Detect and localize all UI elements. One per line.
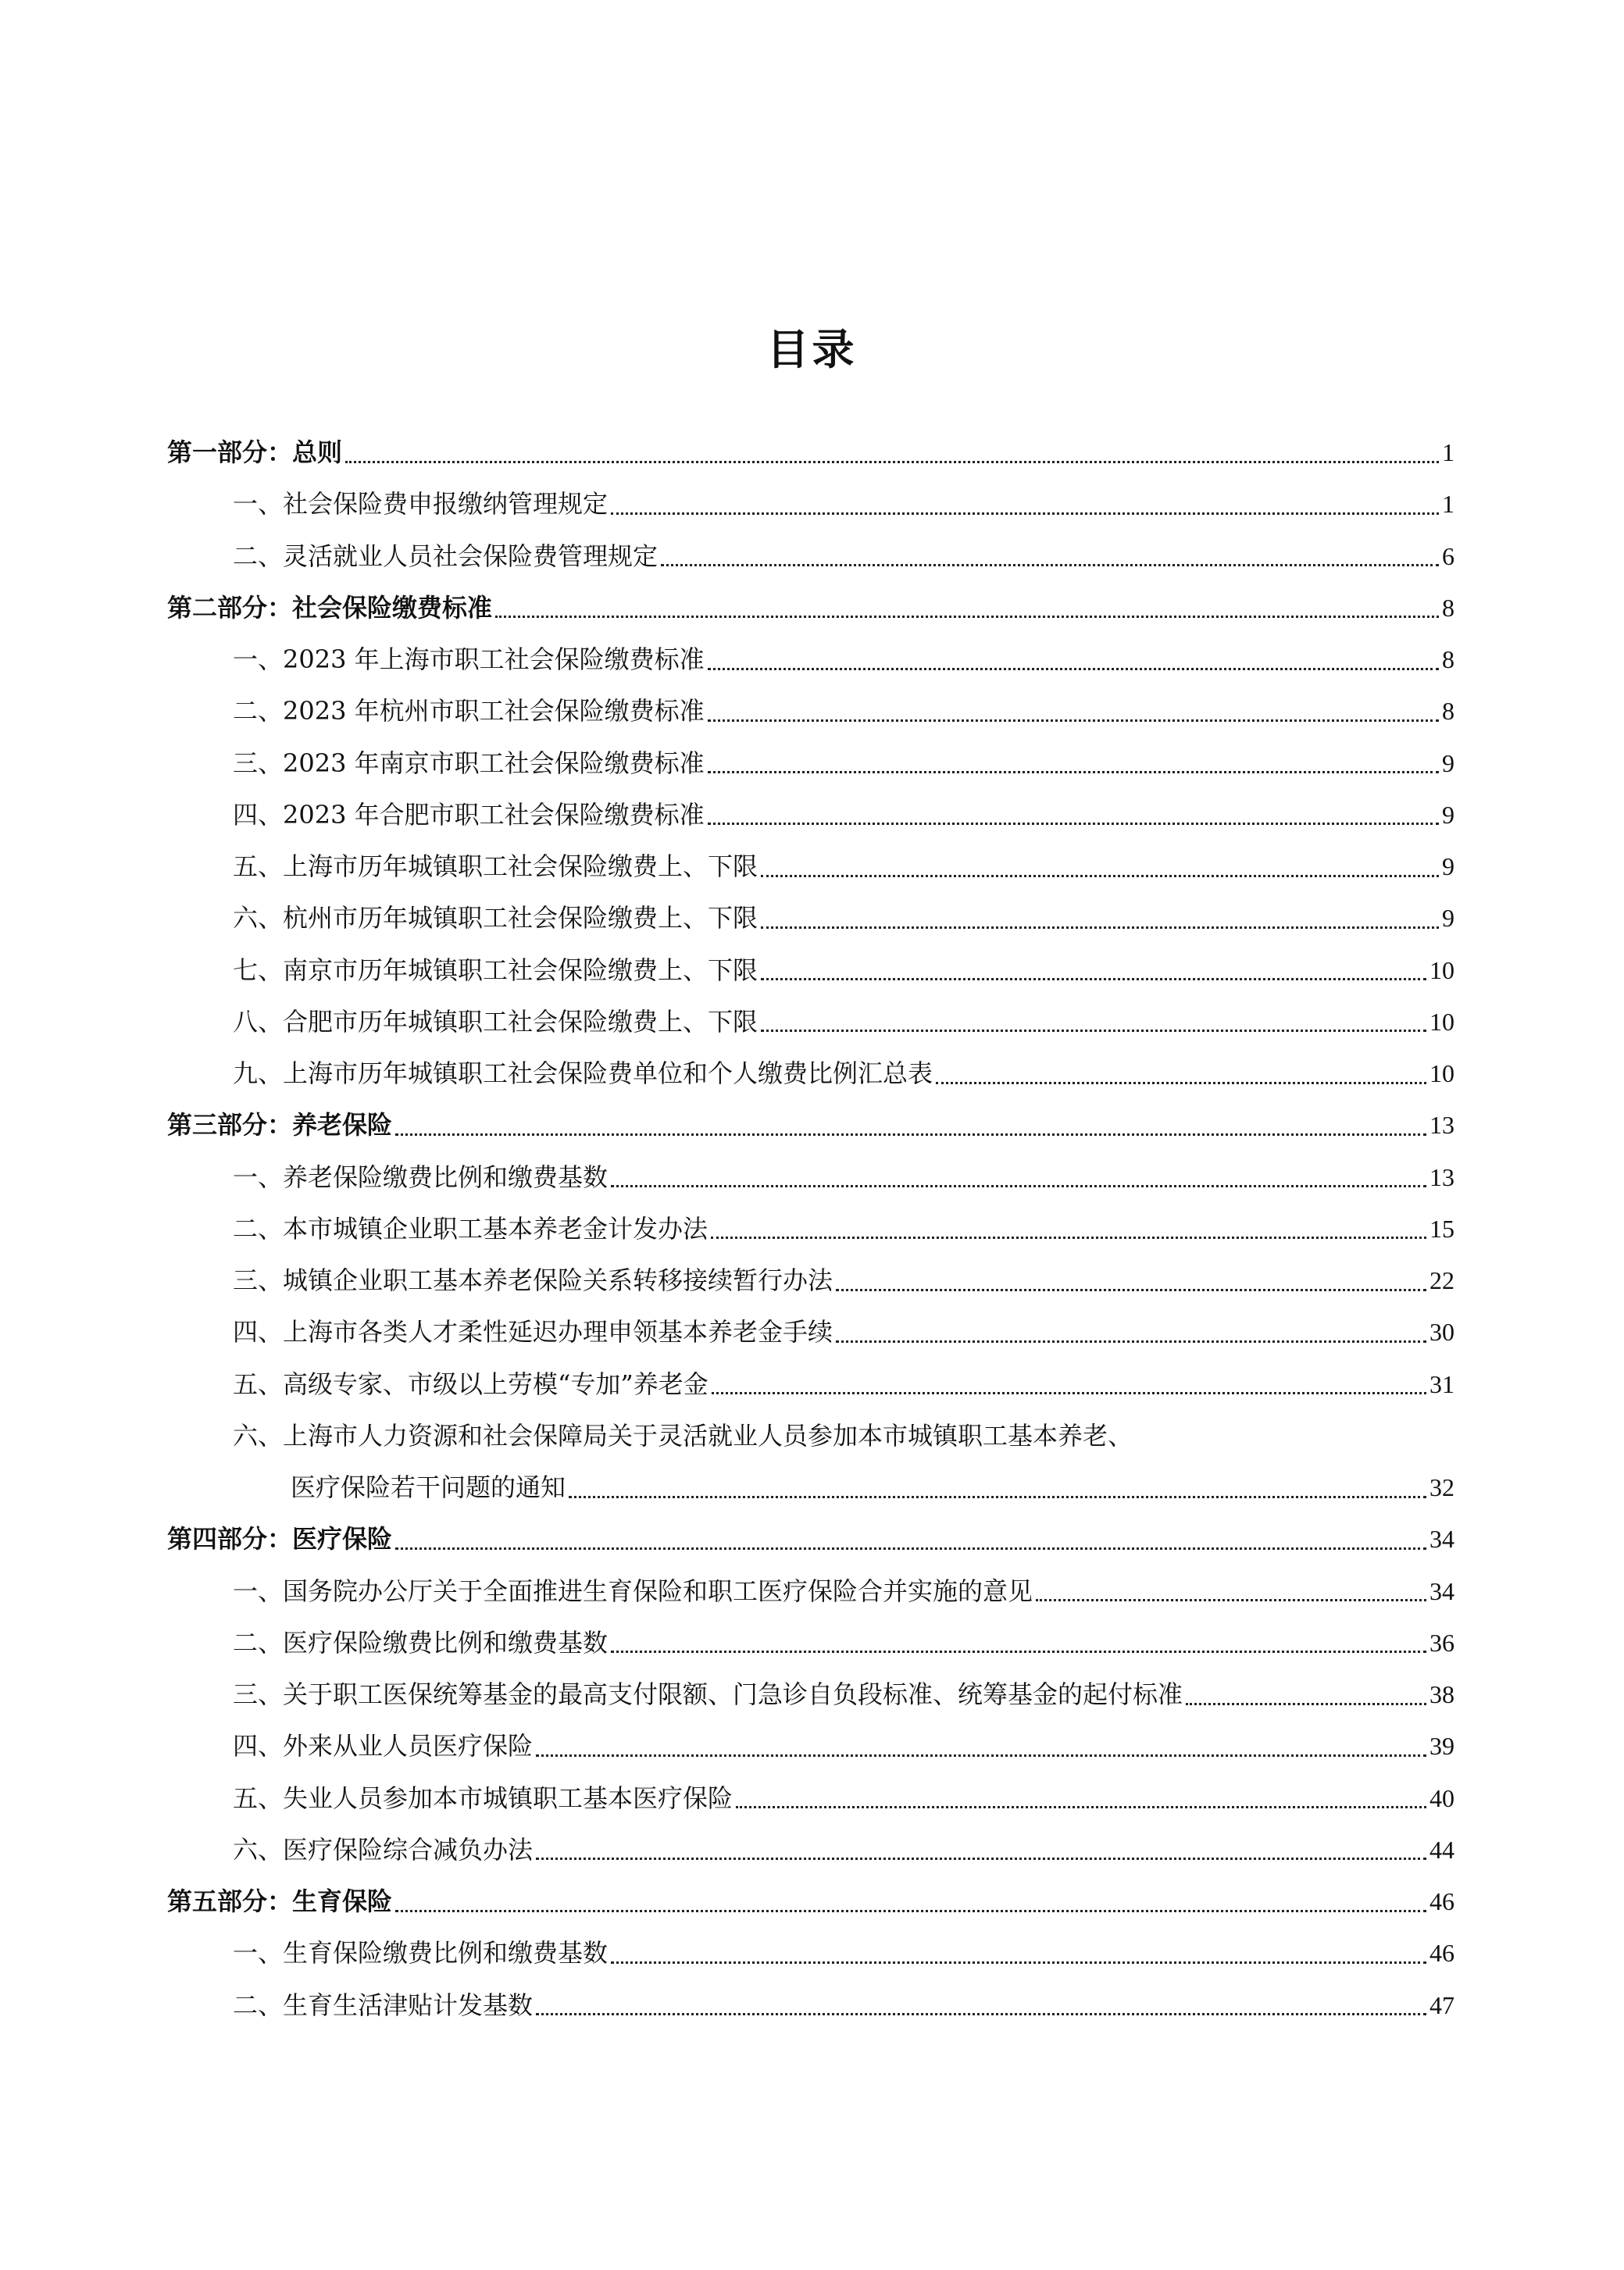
- dot-leader: [395, 1910, 1426, 1912]
- toc-part-entry[interactable]: [167, 1513, 1454, 1565]
- toc-entry-label: 二、灵活就业人员社会保险费管理规定: [233, 541, 659, 571]
- toc-entry[interactable]: [167, 737, 1454, 789]
- toc-entry-label: 二、本市城镇企业职工基本养老金计发办法: [233, 1213, 708, 1244]
- toc-entry-label: 九、上海市历年城镇职工社会保险费单位和个人缴费比例汇总表: [233, 1058, 933, 1088]
- dot-leader: [536, 2013, 1426, 2015]
- toc-entry[interactable]: [167, 789, 1454, 841]
- dot-leader: [761, 1030, 1426, 1032]
- toc-entry[interactable]: [167, 1151, 1454, 1203]
- toc-entry-label: 第一部分：总则: [167, 437, 343, 467]
- toc-entry-label: 第二部分：社会保险缴费标准: [167, 592, 493, 623]
- toc-entry[interactable]: [167, 478, 1454, 530]
- toc-part-entry[interactable]: [167, 427, 1454, 478]
- toc-entry-label: 第五部分：生育保险: [167, 1886, 393, 1916]
- toc-entry-label: 四、外来从业人员医疗保险: [233, 1731, 534, 1761]
- toc-page-number: 6: [1442, 541, 1454, 570]
- dot-leader: [711, 1237, 1426, 1239]
- toc-entry[interactable]: [167, 1462, 1454, 1513]
- toc-page-number: 15: [1429, 1214, 1454, 1243]
- dot-leader: [569, 1496, 1426, 1498]
- dot-leader: [495, 616, 1439, 618]
- toc-page-number: 10: [1429, 1059, 1454, 1087]
- toc-entry-label: 三、2023 年南京市职工社会保险缴费标准: [233, 748, 705, 778]
- toc-entry-label: 八、合肥市历年城镇职工社会保险缴费上、下限: [233, 1006, 758, 1037]
- toc-entry-label: 第四部分：医疗保险: [167, 1524, 393, 1554]
- toc-entry[interactable]: [167, 892, 1454, 944]
- toc-page-number: 9: [1442, 748, 1454, 777]
- dot-leader: [611, 1185, 1426, 1187]
- toc-page-number: 8: [1442, 593, 1454, 622]
- toc-page-number: 32: [1429, 1473, 1454, 1501]
- toc-entry-label: 七、南京市历年城镇职工社会保险缴费上、下限: [233, 955, 758, 985]
- toc-page-number: 22: [1429, 1266, 1454, 1294]
- toc-entry-label: 一、国务院办公厅关于全面推进生育保险和职工医疗保险合并实施的意见: [233, 1576, 1033, 1606]
- toc-entry[interactable]: [167, 1772, 1454, 1824]
- toc-entry[interactable]: [167, 944, 1454, 996]
- toc-entry[interactable]: [167, 996, 1454, 1048]
- toc-entry-label: 五、高级专家、市级以上劳模“专加”养老金: [233, 1369, 708, 1399]
- toc-part-entry[interactable]: [167, 1099, 1454, 1151]
- toc-entry[interactable]: [167, 1824, 1454, 1876]
- toc-page-number: 46: [1429, 1939, 1454, 1968]
- dot-leader: [345, 461, 1439, 463]
- dot-leader: [611, 512, 1439, 515]
- toc-page-number: 1: [1442, 438, 1454, 466]
- toc-entry-label: 三、关于职工医保统筹基金的最高支付限额、门急诊自负段标准、统筹基金的起付标准: [233, 1679, 1183, 1709]
- toc-page-number: 10: [1429, 1007, 1454, 1036]
- toc-entry-label: 六、杭州市历年城镇职工社会保险缴费上、下限: [233, 903, 758, 933]
- toc-page-number: 34: [1429, 1525, 1454, 1554]
- toc-page-number: 9: [1442, 852, 1454, 880]
- dot-leader: [836, 1340, 1426, 1343]
- toc-part-entry[interactable]: [167, 1876, 1454, 1927]
- toc-entry[interactable]: [167, 1306, 1454, 1358]
- toc-page-number: 34: [1429, 1576, 1454, 1605]
- toc-entry-label: 四、上海市各类人才柔性延迟办理申领基本养老金手续: [233, 1317, 833, 1347]
- toc-entry-label: 二、生育生活津贴计发基数: [233, 1990, 534, 2020]
- toc-entry[interactable]: [167, 685, 1454, 737]
- toc-entry[interactable]: [167, 1255, 1454, 1306]
- toc-entry-label: 一、社会保险费申报缴纳管理规定: [233, 489, 609, 519]
- toc-entry-label: 一、养老保险缴费比例和缴费基数: [233, 1162, 609, 1192]
- toc-page-number: 8: [1442, 697, 1454, 726]
- toc-entry-label: 二、医疗保险缴费比例和缴费基数: [233, 1627, 609, 1658]
- toc-entry-label: 六、医疗保险综合减负办法: [233, 1834, 534, 1865]
- toc-page-number: 8: [1442, 645, 1454, 673]
- dot-leader: [708, 771, 1439, 773]
- dot-leader: [536, 1858, 1426, 1860]
- toc-page-number: 13: [1429, 1111, 1454, 1140]
- toc-entry-label: 医疗保险若干问题的通知: [291, 1472, 566, 1502]
- dot-leader: [761, 875, 1439, 877]
- dot-leader: [661, 564, 1439, 566]
- toc-page-number: 44: [1429, 1835, 1454, 1864]
- toc-page-number: 47: [1429, 1990, 1454, 2019]
- toc-entry-label: 五、上海市历年城镇职工社会保险缴费上、下限: [233, 851, 758, 881]
- dot-leader: [1036, 1599, 1426, 1601]
- toc-entry-label: 六、上海市人力资源和社会保障局关于灵活就业人员参加本市城镇职工基本养老、: [233, 1420, 1133, 1451]
- toc-page-number: 40: [1429, 1783, 1454, 1812]
- dot-leader: [1186, 1703, 1426, 1705]
- dot-leader: [708, 823, 1439, 825]
- toc-entry[interactable]: [167, 1410, 1454, 1462]
- toc-page-number: 38: [1429, 1680, 1454, 1708]
- toc-page-number: 36: [1429, 1628, 1454, 1657]
- toc-entry[interactable]: [167, 1720, 1454, 1772]
- toc-part-entry[interactable]: [167, 582, 1454, 634]
- toc-entry-label: 二、2023 年杭州市职工社会保险缴费标准: [233, 696, 705, 726]
- toc-entry[interactable]: [167, 530, 1454, 582]
- toc-entry-label: 一、2023 年上海市职工社会保险缴费标准: [233, 644, 705, 674]
- toc-entry[interactable]: [167, 1358, 1454, 1410]
- toc-entry[interactable]: [167, 1048, 1454, 1099]
- toc-entry-label: 第三部分：养老保险: [167, 1110, 393, 1140]
- dot-leader: [761, 926, 1439, 929]
- dot-leader: [395, 1547, 1426, 1550]
- toc-page-number: 1: [1442, 490, 1454, 519]
- toc-entry[interactable]: [167, 634, 1454, 685]
- toc-entry[interactable]: [167, 1203, 1454, 1255]
- toc-page-number: 9: [1442, 904, 1454, 933]
- toc-entry-label: 五、失业人员参加本市城镇职工基本医疗保险: [233, 1783, 733, 1813]
- toc-entry[interactable]: [167, 1927, 1454, 1979]
- table-of-contents: [167, 427, 1454, 2031]
- toc-entry[interactable]: [167, 1669, 1454, 1720]
- dot-leader: [836, 1289, 1426, 1291]
- toc-page-number: 30: [1429, 1318, 1454, 1347]
- page-title: 目录: [766, 325, 858, 374]
- dot-leader: [536, 1754, 1426, 1757]
- dot-leader: [708, 719, 1439, 722]
- toc-entry-label: 四、2023 年合肥市职工社会保险缴费标准: [233, 799, 705, 830]
- toc-entry-label: 三、城镇企业职工基本养老保险关系转移接续暂行办法: [233, 1265, 833, 1295]
- toc-entry[interactable]: [167, 1617, 1454, 1669]
- toc-page-number: 9: [1442, 800, 1454, 829]
- dot-leader: [736, 1806, 1426, 1808]
- toc-page-number: 46: [1429, 1887, 1454, 1915]
- toc-entry[interactable]: [167, 1565, 1454, 1617]
- toc-entry[interactable]: [167, 841, 1454, 892]
- dot-leader: [761, 978, 1426, 980]
- dot-leader: [712, 1392, 1426, 1394]
- dot-leader: [611, 1961, 1426, 1964]
- dot-leader: [611, 1651, 1426, 1653]
- toc-page-number: 13: [1429, 1162, 1454, 1191]
- toc-page-number: 39: [1429, 1732, 1454, 1761]
- toc-entry-label: 一、生育保险缴费比例和缴费基数: [233, 1938, 609, 1968]
- toc-entry[interactable]: [167, 1979, 1454, 2031]
- toc-page-number: 10: [1429, 955, 1454, 984]
- toc-page-number: 31: [1429, 1369, 1454, 1398]
- dot-leader: [395, 1133, 1426, 1136]
- dot-leader: [936, 1082, 1426, 1084]
- dot-leader: [708, 668, 1439, 670]
